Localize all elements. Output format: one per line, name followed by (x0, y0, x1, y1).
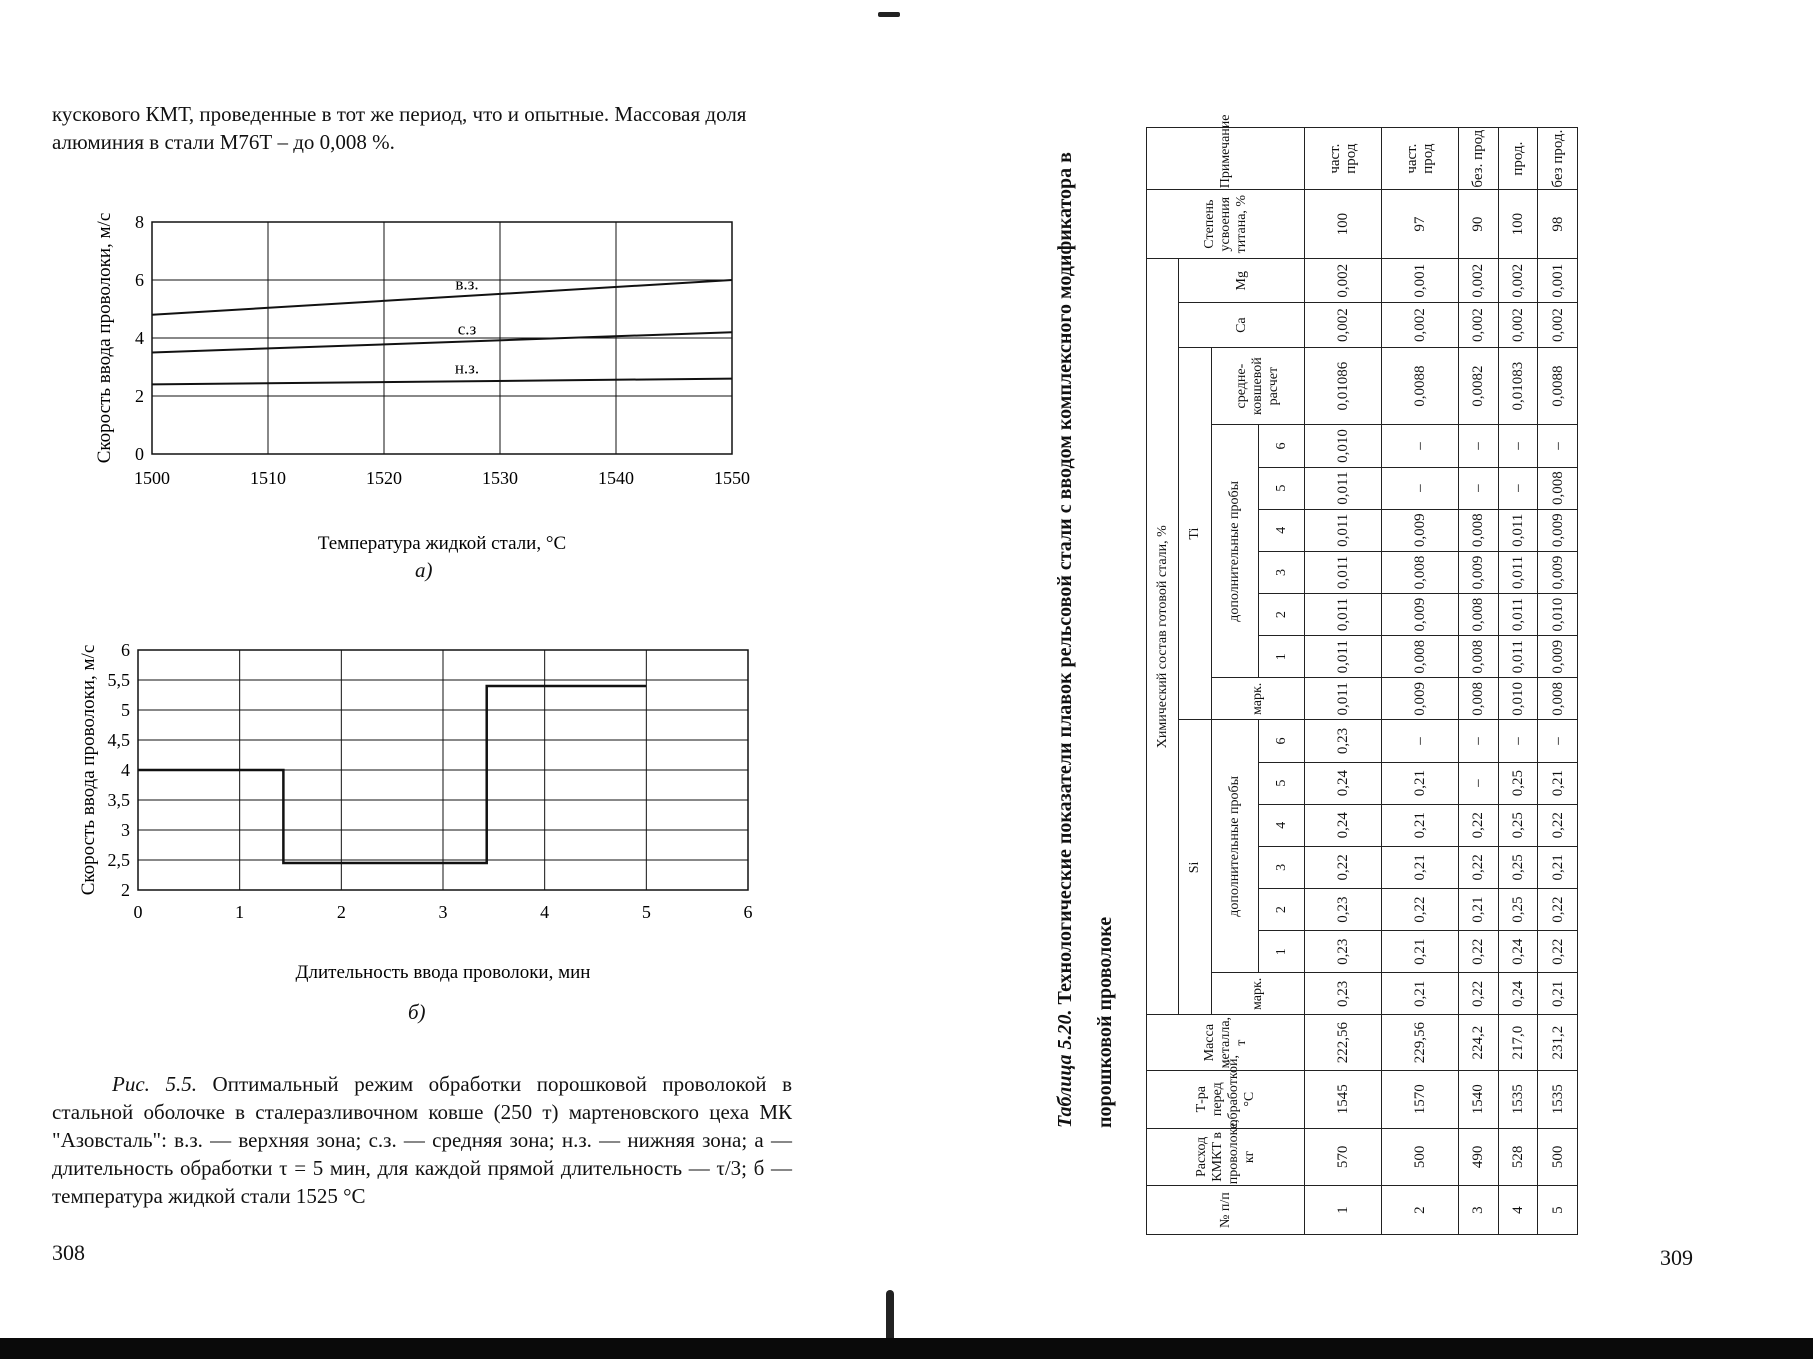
x-tick-label: 6 (743, 902, 753, 922)
series-line (152, 379, 732, 385)
y-tick-label: 3,5 (107, 790, 130, 810)
table-cell: 0,009 (1538, 551, 1578, 593)
table-cell: 231,2 (1538, 1015, 1578, 1070)
y-axis-label: Скорость ввода проволоки, м/с (94, 212, 115, 464)
probe-number: 2 (1258, 888, 1305, 930)
table-cell: 0,010 (1498, 678, 1538, 720)
table-cell: 0,002 (1305, 303, 1382, 347)
chart-duration (70, 620, 790, 983)
x-tick-label: 1550 (714, 468, 750, 488)
x-tick-label: 2 (336, 902, 346, 922)
table-cell: 3 (1459, 1186, 1499, 1235)
table-cell: – (1382, 425, 1459, 467)
header-si: Si (1179, 720, 1211, 1015)
table-cell: 0,009 (1382, 509, 1459, 551)
data-table (1146, 114, 1578, 1235)
table-cell: 0,009 (1382, 678, 1459, 720)
page-number-left: 308 (52, 1240, 85, 1265)
table-cell: 229,56 (1382, 1015, 1459, 1070)
probe-number: 1 (1258, 636, 1305, 678)
table-cell: 0,011 (1498, 594, 1538, 636)
x-axis-label: Температура жидкой стали, °С (317, 533, 567, 554)
book-spine (886, 1290, 894, 1340)
table-cell: 0,22 (1538, 804, 1578, 846)
table-cell: 0,01083 (1498, 347, 1538, 425)
header-ti-degree: Степень усвоения титана, % (1147, 190, 1305, 259)
table-cell: 217,0 (1498, 1015, 1538, 1070)
y-tick-label: 2,5 (107, 850, 130, 870)
table-cell: 0,002 (1382, 303, 1459, 347)
table-cell: 98 (1538, 190, 1578, 259)
table-cell: 0,0088 (1382, 347, 1459, 425)
table-cell: 570 (1305, 1128, 1382, 1186)
probe-number: 1 (1258, 931, 1305, 973)
table-cell: 0,22 (1305, 846, 1382, 888)
series-label: в.з. (455, 274, 479, 294)
header-ca: Ca (1179, 303, 1305, 347)
table-cell: 0,010 (1305, 425, 1382, 467)
y-tick-label: 6 (121, 640, 130, 660)
table-cell: 1535 (1538, 1070, 1578, 1128)
table-cell: 0,009 (1538, 509, 1578, 551)
x-tick-label: 3 (438, 902, 448, 922)
header-number: № п/п (1147, 1186, 1305, 1235)
table-body (1305, 128, 1578, 1235)
table-cell: 0,23 (1305, 720, 1382, 762)
y-tick-label: 5 (121, 700, 130, 720)
table-row (1305, 128, 1382, 1235)
table-cell: 0,002 (1498, 259, 1538, 303)
table-row (1459, 128, 1499, 1235)
y-tick-label: 3 (121, 820, 130, 840)
table-cell: 0,21 (1538, 846, 1578, 888)
y-tick-label: 4 (121, 760, 130, 780)
table-cell: 0,011 (1498, 636, 1538, 678)
x-axis-label: Длительность ввода проволоки, мин (295, 962, 591, 983)
chart-temperature (80, 180, 780, 554)
table-cell: 0,008 (1382, 636, 1459, 678)
header-ti-avg: средне-ковшевой расчет (1211, 347, 1305, 425)
table-row (1538, 128, 1578, 1235)
table-cell: 0,22 (1538, 888, 1578, 930)
header-chemical-composition: Химический состав готовой стали, % (1147, 259, 1179, 1015)
table-cell: 0,008 (1382, 551, 1459, 593)
y-tick-label: 5,5 (107, 670, 130, 690)
table-cell: 0,008 (1459, 636, 1499, 678)
table-cell: 0,009 (1382, 594, 1459, 636)
table-cell: 528 (1498, 1128, 1538, 1186)
table-title-text: Технологические показатели плавок рельсовой стали с вводом комплексного модификатора в порошковой проволоке (1054, 152, 1116, 1128)
caption-text: Оптимальный режим обработки порошковой проволокой в стальной оболочке в сталеразливочном ковше (250 т) мартеновского цеха МК "Азовсталь": в.з. — верхняя зона; с.з. — средняя зона; н.з. — нижняя зона; а — длительность обработки τ = 5 мин, для каждой прямой длительность — τ/3; б — температура жидкой стали 1525 °С (52, 1072, 792, 1208)
table-cell: 0,21 (1538, 762, 1578, 804)
series-line (138, 686, 646, 863)
table-cell: 0,002 (1538, 303, 1578, 347)
table-cell: – (1382, 467, 1459, 509)
header-si-extra: дополнительные пробы (1211, 720, 1258, 973)
header-ti-extra: дополнительные пробы (1211, 425, 1258, 678)
table-cell: 0,24 (1498, 973, 1538, 1015)
header-mass: Масса металла, т (1147, 1015, 1305, 1070)
table-cell: 0,24 (1305, 762, 1382, 804)
table-cell: 1545 (1305, 1070, 1382, 1128)
table-cell: 0,23 (1305, 888, 1382, 930)
table-cell: 0,22 (1459, 973, 1499, 1015)
table-number: Таблица 5.20. (1054, 1009, 1076, 1128)
header-ti: Ti (1179, 347, 1211, 720)
table-cell: 0,21 (1382, 846, 1459, 888)
probe-number: 6 (1258, 720, 1305, 762)
table-cell: 0,22 (1459, 846, 1499, 888)
series-label: н.з. (454, 358, 480, 378)
table-cell: 0,010 (1538, 594, 1578, 636)
table-cell: 0,0088 (1538, 347, 1578, 425)
table-cell: 0,008 (1459, 594, 1499, 636)
table-cell: 0,011 (1305, 636, 1382, 678)
table-cell: 0,001 (1538, 259, 1578, 303)
figure-caption (52, 1070, 792, 1210)
header-si-mark: марк. (1211, 973, 1305, 1015)
table-cell: 2 (1382, 1186, 1459, 1235)
table-cell: 0,008 (1459, 678, 1499, 720)
table-cell: – (1459, 720, 1499, 762)
table-row (1382, 128, 1459, 1235)
y-tick-label: 4 (135, 328, 144, 348)
caption-figure-number: Рис. 5.5. (112, 1072, 197, 1096)
table-cell: 90 (1459, 190, 1499, 259)
table-cell: 224,2 (1459, 1015, 1499, 1070)
table-cell: – (1498, 720, 1538, 762)
table-cell: 0,001 (1382, 259, 1459, 303)
table-cell: – (1382, 720, 1459, 762)
table-cell: 0,21 (1382, 804, 1459, 846)
table-cell: 222,56 (1305, 1015, 1382, 1070)
series-line (152, 280, 732, 315)
table-cell: 0,008 (1538, 678, 1578, 720)
table-cell: 0,011 (1305, 594, 1382, 636)
x-tick-label: 1 (235, 902, 245, 922)
table-cell: 0,22 (1459, 931, 1499, 973)
figure-b-label: б) (408, 1000, 426, 1024)
y-tick-label: 8 (135, 212, 144, 232)
table-cell: 0,21 (1538, 973, 1578, 1015)
table-cell: 4 (1498, 1186, 1538, 1235)
table-rotated (1146, 114, 1578, 1235)
x-tick-label: 0 (133, 902, 143, 922)
probe-number: 4 (1258, 509, 1305, 551)
table-cell: 1 (1305, 1186, 1382, 1235)
probe-number: 5 (1258, 467, 1305, 509)
intro-paragraph: кускового КМТ, проведенные в тот же период, что и опытные. Массовая доля алюминия в стали М76Т – до 0,008 %. (52, 102, 747, 154)
table-cell: 0,22 (1382, 888, 1459, 930)
table-cell: 0,23 (1305, 973, 1382, 1015)
probe-number: 6 (1258, 425, 1305, 467)
y-tick-label: 2 (135, 386, 144, 406)
table-cell: 0,25 (1498, 762, 1538, 804)
probe-number: 5 (1258, 762, 1305, 804)
x-tick-label: 1520 (366, 468, 402, 488)
y-tick-label: 0 (135, 444, 144, 464)
table-cell: 0,011 (1498, 509, 1538, 551)
left-page (0, 0, 890, 1359)
table-cell: 0,25 (1498, 846, 1538, 888)
table-cell: без. прод (1459, 128, 1499, 190)
probe-number: 3 (1258, 846, 1305, 888)
probe-number: 3 (1258, 551, 1305, 593)
table-cell: 0,011 (1305, 467, 1382, 509)
table-cell: 0,002 (1459, 259, 1499, 303)
table-cell: част. прод (1305, 128, 1382, 190)
series-label: с.з (457, 319, 477, 339)
table-cell: 0,01086 (1305, 347, 1382, 425)
table-cell: без прод. (1538, 128, 1578, 190)
table-cell: 0,23 (1305, 931, 1382, 973)
table-cell: 0,21 (1459, 888, 1499, 930)
table-cell: 0,008 (1459, 509, 1499, 551)
table-cell: 0,22 (1538, 931, 1578, 973)
table-cell: – (1498, 425, 1538, 467)
table-cell: 0,002 (1305, 259, 1382, 303)
table-cell: 0,011 (1305, 551, 1382, 593)
table-cell: – (1538, 425, 1578, 467)
table-cell: 100 (1305, 190, 1382, 259)
table-cell: 100 (1498, 190, 1538, 259)
table-cell: – (1459, 762, 1499, 804)
table-cell: 0,011 (1498, 551, 1538, 593)
table-cell: 5 (1538, 1186, 1578, 1235)
page-number-right: 309 (1660, 1245, 1693, 1270)
header-note: Примечание (1147, 128, 1305, 190)
table-cell: 490 (1459, 1128, 1499, 1186)
table-cell: 0,008 (1538, 467, 1578, 509)
scan-bottom-edge (0, 1338, 1813, 1359)
table-cell: – (1459, 467, 1499, 509)
table-cell: 0,21 (1382, 762, 1459, 804)
table-cell: – (1459, 425, 1499, 467)
table-cell: 0,25 (1498, 888, 1538, 930)
table-cell: 0,011 (1305, 509, 1382, 551)
table-cell: 0,21 (1382, 931, 1459, 973)
table-cell: 500 (1382, 1128, 1459, 1186)
table-row (1498, 128, 1538, 1235)
table-cell: част. прод (1382, 128, 1459, 190)
figure-a-label: а) (415, 558, 433, 582)
table-cell: 0,22 (1459, 804, 1499, 846)
x-tick-label: 1510 (250, 468, 286, 488)
y-tick-label: 6 (135, 270, 144, 290)
table-cell: – (1498, 467, 1538, 509)
table-title (1045, 128, 1125, 1128)
y-tick-label: 2 (121, 880, 130, 900)
x-tick-label: 5 (641, 902, 651, 922)
table-cell: 0,24 (1498, 931, 1538, 973)
table-cell: 0,21 (1382, 973, 1459, 1015)
table-cell: 1540 (1459, 1070, 1499, 1128)
table-cell: 0,009 (1459, 551, 1499, 593)
table-cell: 0,009 (1538, 636, 1578, 678)
x-tick-label: 1530 (482, 468, 518, 488)
header-ti-mark: марк. (1211, 678, 1305, 720)
table-cell: 0,002 (1459, 303, 1499, 347)
table-cell: 97 (1382, 190, 1459, 259)
table-cell: прод. (1498, 128, 1538, 190)
table-cell: 0,0082 (1459, 347, 1499, 425)
x-tick-label: 1540 (598, 468, 634, 488)
series-line (152, 332, 732, 352)
header-mg: Mg (1179, 259, 1305, 303)
table-cell: 0,25 (1498, 804, 1538, 846)
x-tick-label: 1500 (134, 468, 170, 488)
header-kmkt: Расход КМКТ в проволоке, кг (1147, 1128, 1305, 1186)
x-tick-label: 4 (540, 902, 550, 922)
probe-number: 2 (1258, 594, 1305, 636)
header-temperature: Т-ра перед обработкой, °С (1147, 1070, 1305, 1128)
table-cell: 0,24 (1305, 804, 1382, 846)
table-cell: 1535 (1498, 1070, 1538, 1128)
table-cell: 0,011 (1305, 678, 1382, 720)
y-tick-label: 4,5 (107, 730, 130, 750)
y-axis-label: Скорость ввода проволоки, м/с (78, 644, 99, 896)
table-cell: – (1538, 720, 1578, 762)
probe-number: 4 (1258, 804, 1305, 846)
table-cell: 1570 (1382, 1070, 1459, 1128)
table-cell: 0,002 (1498, 303, 1538, 347)
table-cell: 500 (1538, 1128, 1578, 1186)
